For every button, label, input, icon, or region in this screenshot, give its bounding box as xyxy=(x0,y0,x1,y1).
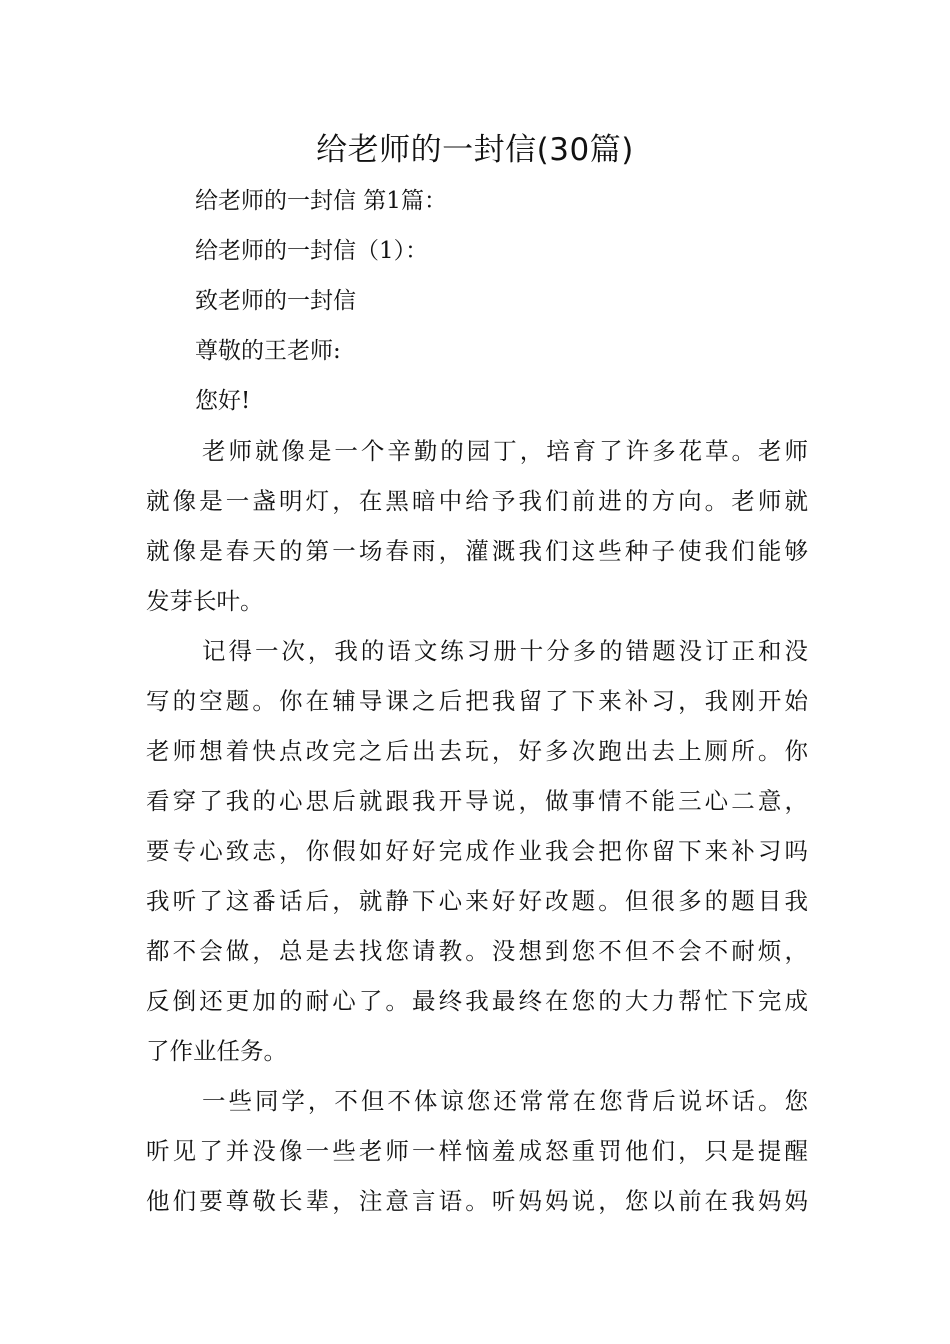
paragraph-line: 写的空题。你在辅导课之后把我留了下来补习，我刚开始 xyxy=(146,687,808,715)
paragraph-line: 发芽长叶。 xyxy=(146,587,264,615)
paragraph-line: 一些同学，不但不体谅您还常常在您背后说坏话。您 xyxy=(202,1087,808,1115)
paragraph-line: 记得一次，我的语文练习册十分多的错题没订正和没 xyxy=(202,637,808,665)
paragraph-line: 听见了并没像一些老师一样恼羞成怒重罚他们，只是提醒 xyxy=(146,1137,808,1165)
paragraph-line: 要专心致志，你假如好好完成作业我会把你留下来补习吗 xyxy=(146,837,808,865)
paragraph-3 xyxy=(146,1076,808,1226)
paragraph-line: 了作业任务。 xyxy=(146,1037,287,1065)
paragraph-line: 就像是一盏明灯，在黑暗中给予我们前进的方向。老师就 xyxy=(146,487,808,515)
paragraph-line: 就像是春天的第一场春雨，灌溉我们这些种子使我们能够 xyxy=(146,537,808,565)
heading-line-part: 给老师的一封信 第1篇： xyxy=(195,188,447,214)
paragraph-line: 他们要尊敬长辈，注意言语。听妈妈说，您以前在我妈妈 xyxy=(146,1187,808,1215)
paragraph-line: 看穿了我的心思后就跟我开导说，做事情不能三心二意， xyxy=(146,787,808,815)
paragraph-line: 老师就像是一个辛勤的园丁，培育了许多花草。老师 xyxy=(202,437,808,465)
paragraph-1 xyxy=(146,426,808,626)
paragraph-line: 老师想着快点改完之后出去玩，好多次跑出去上厕所。你 xyxy=(146,737,808,765)
letter-heading: 致老师的一封信 xyxy=(195,288,356,314)
document-body xyxy=(146,176,808,1226)
letter-greeting: 您好! xyxy=(195,388,251,414)
document-title: 给老师的一封信(30篇) xyxy=(316,132,634,168)
paragraph-line: 都不会做，总是去找您请教。没想到您不但不会不耐烦， xyxy=(146,937,808,965)
paragraph-line: 我听了这番话后，就静下心来好好改题。但很多的题目我 xyxy=(146,887,808,915)
heading-line-subtitle: 给老师的一封信（1）： xyxy=(195,238,429,264)
paragraph-line: 反倒还更加的耐心了。最终我最终在您的大力帮忙下完成 xyxy=(146,987,808,1015)
letter-salutation: 尊敬的王老师: xyxy=(195,338,341,364)
paragraph-2 xyxy=(146,626,808,1076)
